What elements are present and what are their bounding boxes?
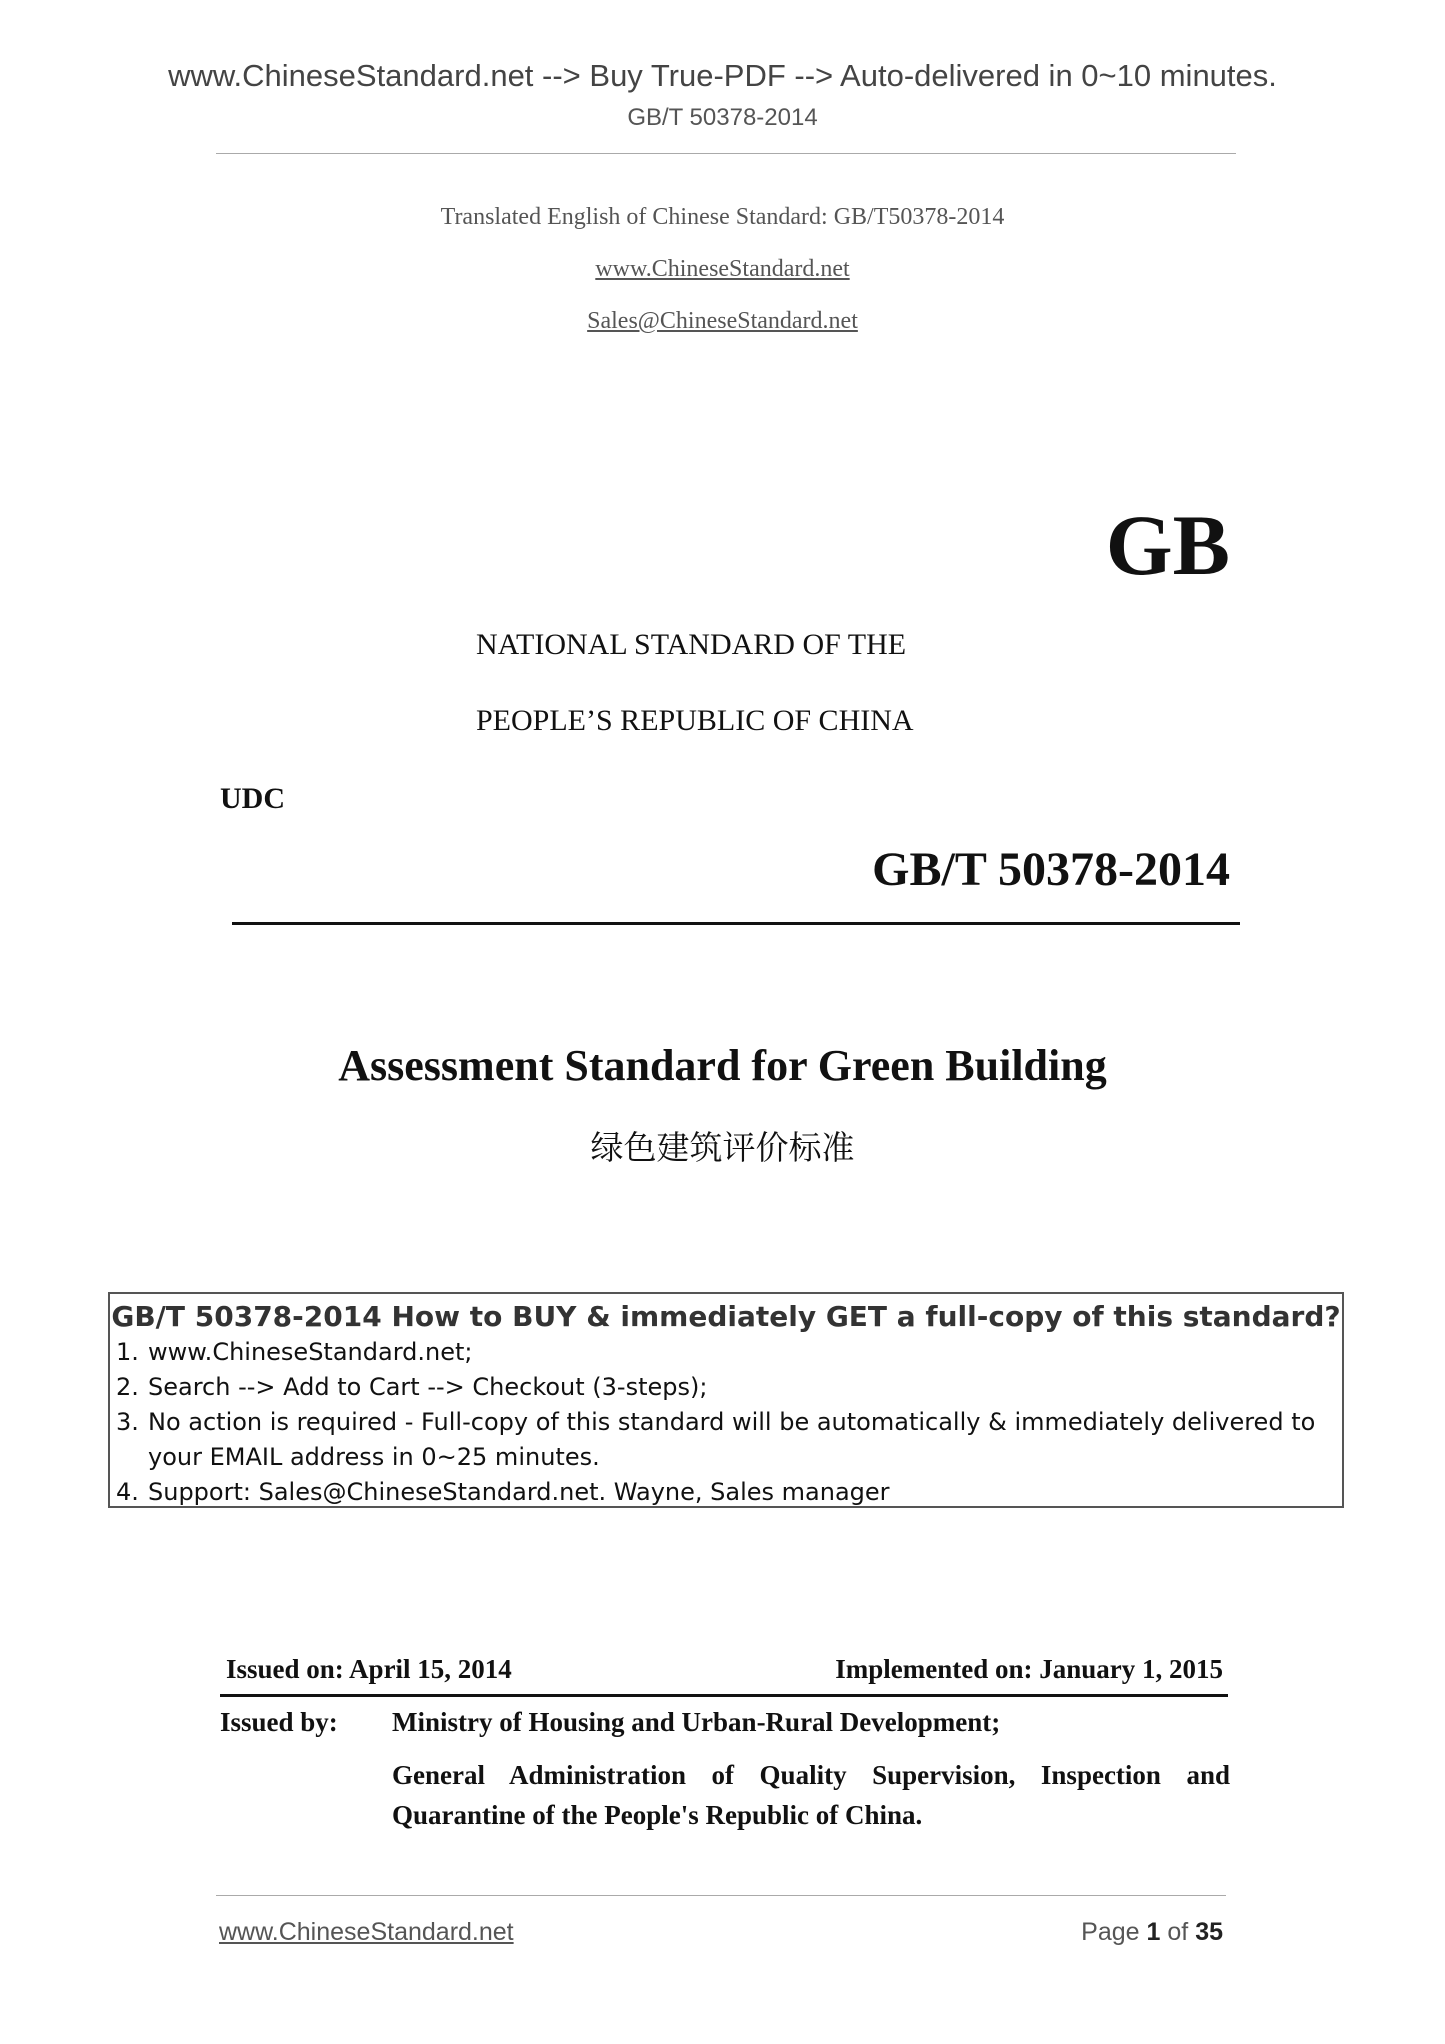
title-divider [232, 922, 1240, 925]
buy-step-3-continued: your EMAIL address in 0~25 minutes. [148, 1443, 600, 1471]
national-standard-line2: PEOPLE’S REPUBLIC OF CHINA [476, 704, 914, 737]
udc-label: UDC [220, 782, 285, 815]
website-link[interactable]: www.ChineseStandard.net [595, 256, 850, 282]
buy-step-1: 1. www.ChineseStandard.net; [116, 1338, 473, 1366]
page-number: Page 1 of 35 [1081, 1918, 1223, 1946]
issued-by-label: Issued by: [220, 1707, 338, 1737]
buy-step-4: 4. Support: Sales@ChineseStandard.net. Wayne, Sales manager [116, 1478, 890, 1506]
buy-info-box [108, 1292, 1344, 1508]
buy-step-2: 2. Search --> Add to Cart --> Checkout (3-steps); [116, 1373, 708, 1401]
buy-step-3: 3. No action is required - Full-copy of this standard will be automatically & immediately delivered to [116, 1408, 1316, 1436]
issuer-aqsiq-line1: General Administration of Quality Supervision, Inspection and [392, 1760, 1230, 1790]
gb-mark: GB [1105, 497, 1230, 593]
translated-line: Translated English of Chinese Standard: GB/T50378-2014 [440, 204, 1005, 230]
issue-divider [220, 1694, 1228, 1697]
national-standard-line1: NATIONAL STANDARD OF THE [476, 628, 907, 661]
document-title: Assessment Standard for Green Building [338, 1041, 1107, 1090]
issuer-ministry: Ministry of Housing and Urban-Rural Development; [392, 1707, 1001, 1737]
header-banner: www.ChineseStandard.net --> Buy True-PDF --> Auto-delivered in 0~10 minutes. [168, 58, 1277, 93]
issued-on: Issued on: April 15, 2014 [226, 1654, 512, 1684]
buy-box-title: GB/T 50378-2014 How to BUY & immediately GET a full-copy of this standard? [111, 1300, 1341, 1333]
implemented-on: Implemented on: January 1, 2015 [835, 1654, 1223, 1684]
standard-number: GB/T 50378-2014 [872, 843, 1230, 896]
document-title-chinese: 绿色建筑评价标准 [590, 1129, 855, 1166]
footer-website-link[interactable]: www.ChineseStandard.net [219, 1918, 514, 1946]
issuer-aqsiq-line2: Quarantine of the People's Republic of China. [392, 1800, 923, 1830]
header-divider [216, 153, 1236, 154]
header-code: GB/T 50378-2014 [627, 104, 818, 131]
footer-divider [216, 1895, 1226, 1896]
email-link[interactable]: Sales@ChineseStandard.net [587, 308, 858, 334]
